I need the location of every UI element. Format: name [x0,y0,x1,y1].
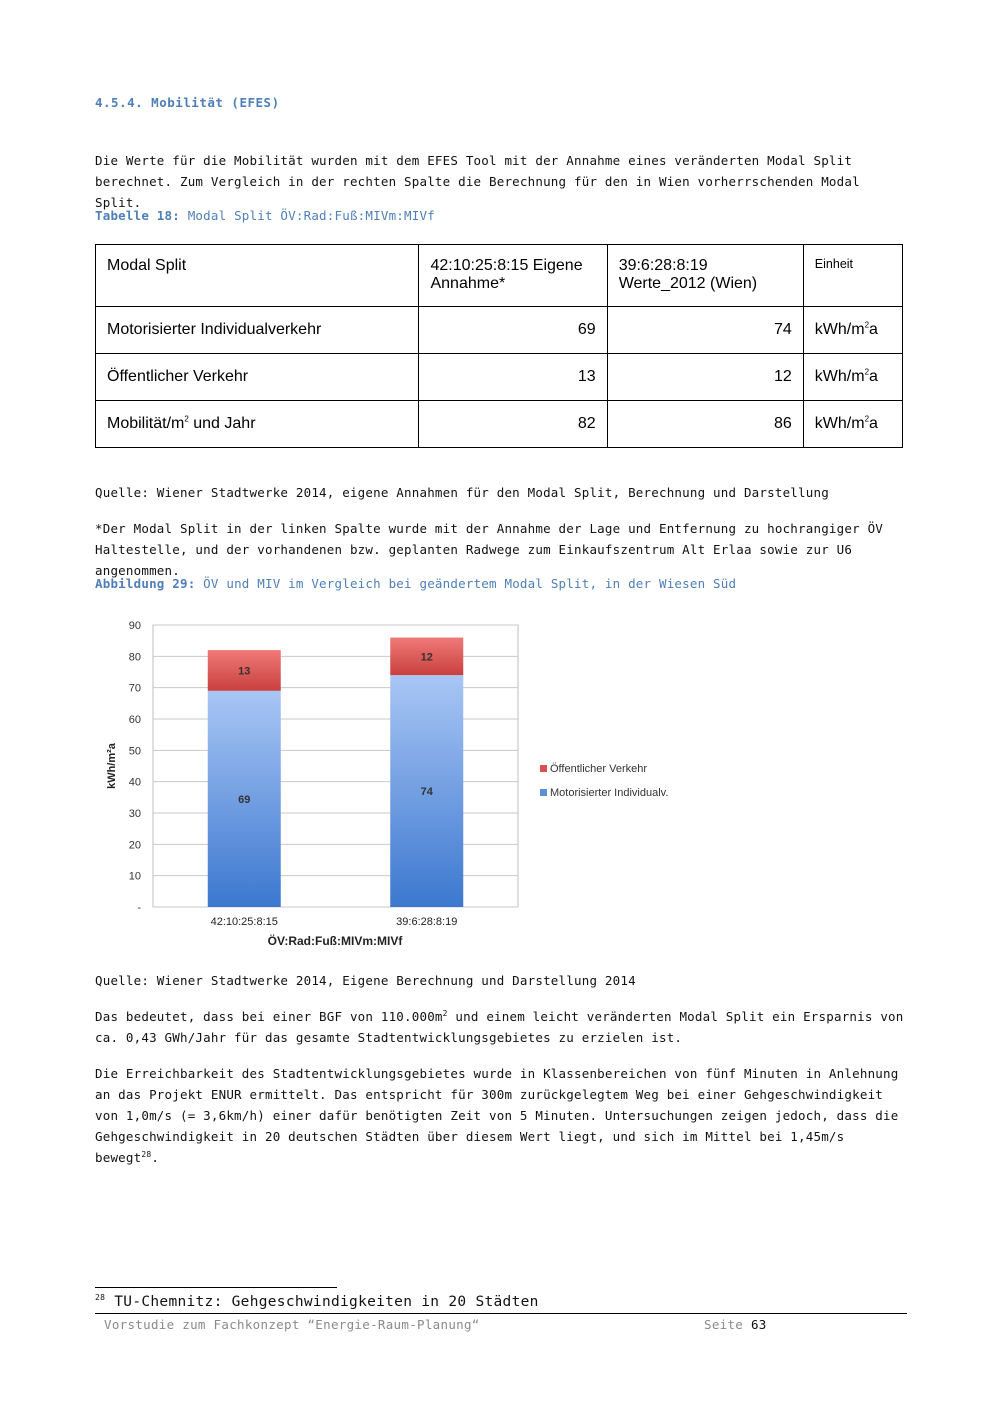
figure-caption-label: Abbildung 29: [95,576,196,591]
row-unit: kWh/$m^2a$ [803,354,902,401]
y-tick-label: 10 [128,870,141,883]
row-label: Mobilität/$m^2$ und Jahr [96,401,419,448]
table-row [96,401,903,448]
y-tick-label: 20 [128,839,141,852]
y-tick-label: 80 [128,651,141,664]
footnote-number: 28 [95,1293,106,1303]
legend-swatch [540,765,547,772]
table-row [96,354,903,401]
row-value-vienna: 86 [607,401,803,448]
y-tick-label: 50 [128,745,141,758]
x-axis-label: ÖV:Rad:Fuß:MIVm:MIVf [267,934,403,948]
row-value-vienna: 12 [607,354,803,401]
row-value-vienna: 74 [607,307,803,354]
row-value-own: 82 [419,401,607,448]
intro-paragraph: Die Werte für die Mobilität wurden mit dem EFES Tool mit der Annahme eines veränderten Modal Split berechnet. Zum Vergleich in der rechten Spalte die Berechnung für den in Wien vorherrschenden Modal Split. [95,153,860,210]
bar-value-label: 13 [238,665,251,678]
row-value-own: 69 [419,307,607,354]
legend-item: Öffentlicher Verkehr [550,763,648,775]
y-tick-label: - [137,902,141,914]
y-tick-label: 90 [128,620,141,632]
chart-legend [540,763,668,799]
header-unit: Einheit [803,245,902,307]
source-note-table: Quelle: Wiener Stadtwerke 2014, eigene Annahmen für den Modal Split, Berechnung und Darstellung [95,485,829,500]
y-tick-label: 70 [128,682,141,695]
y-axis-ticks [129,620,142,914]
stacked-bar-chart [95,612,715,957]
figure-caption [95,576,736,591]
section-heading: 4.5.4. Mobilität (EFES) [95,95,280,110]
row-value-own: 13 [419,354,607,401]
x-axis-categories [211,916,458,928]
header-own-assumption: 42:10:25:8:15 Eigene Annahme* [419,245,607,307]
page-number: 63 [750,1317,767,1332]
row-unit: kWh/$m^2a$ [803,307,902,354]
y-tick-label: 40 [128,776,141,789]
figure-caption-text: ÖV und MIV im Vergleich bei geändertem Modal Split, in der Wiesen Süd [195,576,737,591]
modal-split-table [95,244,903,448]
table-caption [95,208,435,223]
assumption-note: *Der Modal Split in der linken Spalte wurde mit der Annahme der Lage und Entfernung zu hochrangiger ÖV Haltestelle, und der vorhandenen bzw. geplanten Radwege zum Einkaufszentrum Alt Erlaa sowie zur U6 angenommen. [95,521,884,578]
source-note-figure: Quelle: Wiener Stadtwerke 2014, Eigene Berechnung und Darstellung 2014 [95,973,636,988]
savings-paragraph: Das bedeutet, dass bei einer BGF von $110.000m^2$ und einem leicht veränderten Modal Split ein Ersparnis von ca. 0,43 GWh/Jahr für das gesamte Stadtentwicklungsgebietes zu erzielen ist. [95,1008,904,1045]
bar-value-label: 74 [420,786,433,799]
header-vienna-values: 39:6:28:8:19 Werte_2012 (Wien) [607,245,803,307]
y-tick-label: 60 [128,714,141,726]
accessibility-paragraph: Die Erreichbarkeit des Stadtentwicklungsgebietes wurde in Klassenbereichen von fünf Minuten in Anlehnung an das Projekt ENUR ermittelt. Das entspricht für 300m zurückgelegtem Weg bei einer Gehgeschwindigkeit von 1,0m/s (= 3,6km/h) einer dafür benötigten Zeit von 5 Minuten. Untersuchungen zeigen jedoch, dass die Gehgeschwindigkeit in 20 deutschen Städten über diesem Wert liegt, und sich im Mittel bei 1,45m/s bewegt$^{28}$. [95,1066,899,1165]
footer-title: Vorstudie zum Fachkonzept “Energie-Raum-Planung“ [104,1317,480,1332]
row-label: Motorisierter Individualverkehr [96,307,419,354]
y-axis-label: kWh/m²a [106,743,118,789]
footer-divider [95,1313,907,1314]
footer-page: Seite 63 [704,1317,767,1332]
table-header-row [96,245,903,307]
y-tick-label: 30 [128,808,141,820]
bar-value-label: 12 [420,651,433,664]
legend-swatch [540,789,547,796]
x-tick-label: 39:6:28:8:19 [396,916,458,928]
table-caption-label: Tabelle 18: [95,208,180,223]
table-row [96,307,903,354]
row-label: Öffentlicher Verkehr [96,354,419,401]
x-tick-label: 42:10:25:8:15 [210,916,278,928]
table-caption-text: Modal Split ÖV:Rad:Fuß:MIVm:MIVf [179,208,435,223]
footnote-divider [95,1287,337,1288]
footnote [95,1294,539,1310]
header-modal-split: Modal Split [96,245,419,307]
legend-item: Motorisierter Individualv. [550,787,669,799]
bar-value-label: 69 [238,793,251,806]
footnote-text: TU-Chemnitz: Gehgeschwindigkeiten in 20 Städten [105,1294,539,1310]
row-unit: kWh/$m^2a$ [803,401,902,448]
